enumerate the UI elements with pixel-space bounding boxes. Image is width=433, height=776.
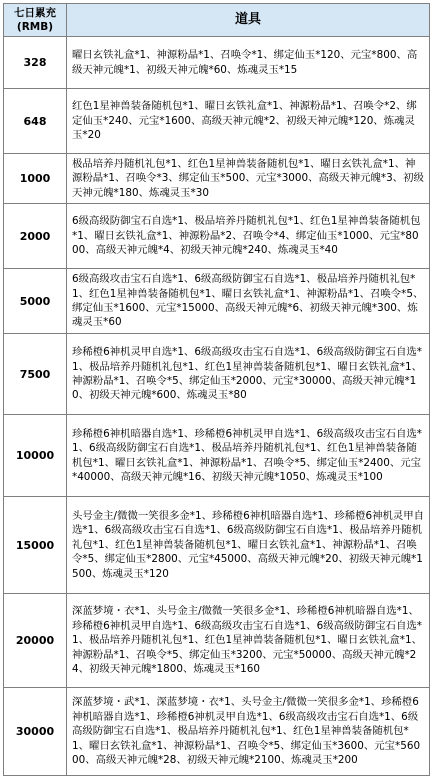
header-amount-cell (4, 4, 67, 37)
row-amount: 30000 (4, 688, 67, 776)
row-amount: 5000 (4, 269, 67, 334)
table-row (4, 204, 430, 269)
row-items: 头号金主/微微一笑很多金*1、珍稀橙6神机暗器自选*1、珍稀橙6神机灵甲自选*1、6级高级攻击宝石自选*1、6级高级防御宝石自选*1、极品培养丹随机礼包*1、红色1星神兽装备随机包*1、曜日玄铁礼盒*1、神源粉晶*1、召唤令*5、绑定仙玉*2800、元宝*45000、高级天神元魄*20、初级天神元魄*1500、炼魂灵玉*120 (67, 497, 430, 594)
row-items: 深蓝梦境・衣*1、头号金主/微微一笑很多金*1、珍稀橙6神机暗器自选*1、珍稀橙6神机灵甲自选*1、6级高级攻击宝石自选*1、6级高级防御宝石自选*1、极品培养丹随机礼包*1、红色1星神兽装备随机包*1、曜日玄铁礼盒*1、神源粉晶*1、召唤令*5、绑定仙玉*3200、元宝*50000、高级天神元魄*24、初级天神元魄*1800、炼魂灵玉*160 (67, 594, 430, 688)
row-items: 曜日玄铁礼盒*1、神源粉晶*1、召唤令*1、绑定仙玉*120、元宝*800、高级天神元魄*1、初级天神元魄*60、炼魂灵玉*15 (67, 37, 430, 89)
row-items: 6级高级攻击宝石自选*1、6级高级防御宝石自选*1、极品培养丹随机礼包*1、红色1星神兽装备随机包*1、曜日玄铁礼盒*1、神源粉晶*1、召唤令*5、绑定仙玉*1600、元宝*15000、高级天神元魄*6、初级天神元魄*300、炼魂灵玉*60 (67, 269, 430, 334)
row-amount: 1000 (4, 154, 67, 204)
row-items: 深蓝梦境・武*1、深蓝梦境・衣*1、头号金主/微微一笑很多金*1、珍稀橙6神机暗器自选*1、珍稀橙6神机灵甲自选*1、6级高级攻击宝石自选*1、6级高级防御宝石自选*1、极品培养丹随机礼包*1、红色1星神兽装备随机包*1、曜日玄铁礼盒*1、神源粉晶*1、召唤令*5、绑定仙玉*3600、元宝*56000、高级天神元魄*28、初级天神元魄*2100、炼魂灵玉*200 (67, 688, 430, 776)
row-amount: 328 (4, 37, 67, 89)
table-row (4, 269, 430, 334)
table-header-row (4, 4, 430, 37)
row-items: 6级高级防御宝石自选*1、极品培养丹随机礼包*1、红色1星神兽装备随机包*1、曜日玄铁礼盒*1、神源粉晶*2、召唤令*4、绑定仙玉*1000、元宝*8000、高级天神元魄*4、初级天神元魄*240、炼魂灵玉*40 (67, 204, 430, 269)
table-row (4, 594, 430, 688)
header-amount-label: 七日累充 (14, 7, 56, 19)
row-items: 红色1星神兽装备随机包*1、曜日玄铁礼盒*1、神源粉晶*1、召唤令*2、绑定仙玉*240、元宝*1600、高级天神元魄*2、初级天神元魄*120、炼魂灵玉*20 (67, 89, 430, 154)
table-row (4, 497, 430, 594)
table-row (4, 89, 430, 154)
row-amount: 15000 (4, 497, 67, 594)
row-items: 珍稀橙6神机暗器自选*1、珍稀橙6神机灵甲自选*1、6级高级攻击宝石自选*1、6级高级防御宝石自选*1、极品培养丹随机礼包*1、红色1星神兽装备随机包*1、曜日玄铁礼盒*1、神源粉晶*1、召唤令*5、绑定仙玉*2400、元宝*40000、高级天神元魄*16、初级天神元魄*1050、炼魂灵玉*100 (67, 415, 430, 497)
row-items: 珍稀橙6神机灵甲自选*1、6级高级攻击宝石自选*1、6级高级防御宝石自选*1、极品培养丹随机礼包*1、红色1星神兽装备随机包*1、曜日玄铁礼盒*1、神源粉晶*1、召唤令*5、绑定仙玉*2000、元宝*30000、高级天神元魄*10、初级天神元魄*600、炼魂灵玉*80 (67, 334, 430, 415)
table-row (4, 688, 430, 776)
row-amount: 20000 (4, 594, 67, 688)
table-row (4, 334, 430, 415)
row-amount: 7500 (4, 334, 67, 415)
row-amount: 10000 (4, 415, 67, 497)
header-amount-unit: (RMB) (16, 21, 54, 33)
header-items-label: 道具 (234, 12, 261, 27)
table-row (4, 415, 430, 497)
row-amount: 648 (4, 89, 67, 154)
row-amount: 2000 (4, 204, 67, 269)
table-row (4, 154, 430, 204)
table-row (4, 37, 430, 89)
row-items: 极品培养丹随机礼包*1、红色1星神兽装备随机包*1、曜日玄铁礼盒*1、神源粉晶*1、召唤令*3、绑定仙玉*500、元宝*3000、高级天神元魄*3、初级天神元魄*180、炼魂灵玉*30 (67, 154, 430, 204)
reward-table (3, 3, 430, 776)
header-items-cell (67, 4, 430, 37)
